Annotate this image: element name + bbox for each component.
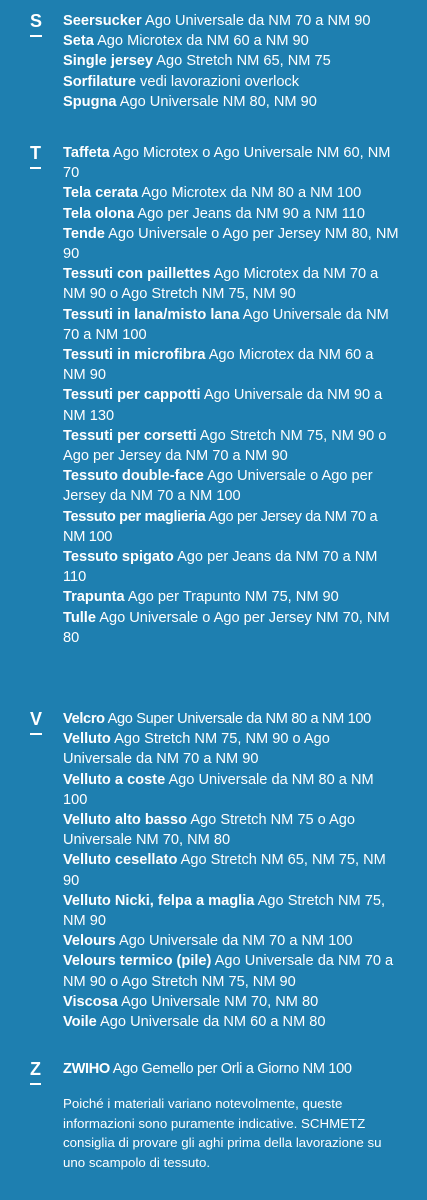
entry [63, 143, 399, 183]
entry-text: Ago Microtex da NM 80 a NM 100 [138, 185, 362, 202]
entry [63, 1059, 399, 1079]
entry-text: Ago Stretch NM 75, NM 90 o Ago per Jersey da NM 70 a NM 90 [63, 427, 387, 465]
entry-text: Ago Universale da NM 60 a NM 80 [96, 1014, 326, 1031]
entry-text: Ago Universale o Ago per Jersey da NM 70 a NM 100 [63, 468, 373, 505]
entry [63, 11, 399, 31]
entry-term: Tela olona [63, 205, 135, 222]
section-letter-z: Z [30, 1059, 41, 1079]
entry-text: Ago per Jersey da NM 70 a NM 100 [63, 508, 378, 545]
entry-term: Tessuto double-face [63, 468, 204, 485]
entry-text: vedi lavorazioni overlock [135, 73, 300, 90]
entry-text: Ago Universale da NM 70 a NM 100 [115, 933, 353, 950]
section-letter-s: S [30, 11, 43, 31]
entry-text: Ago per Jeans da NM 70 a NM 110 [63, 549, 378, 586]
entry-text: Ago per Trapunto NM 75, NM 90 [124, 589, 339, 606]
entry-term: Tela cerata [63, 185, 139, 202]
entry [63, 204, 399, 224]
entry-term: Seta [63, 33, 94, 50]
entry-term: Tessuto spigato [63, 549, 174, 566]
entry-term: Spugna [63, 93, 117, 110]
entry [63, 426, 399, 466]
entry [63, 587, 399, 607]
disclaimer-note: Poiché i materiali variano notevolmente, queste informazioni sono puramente indicative. SCHMETZ consiglia di provare gli aghi prima della lavorazione su uno scampolo di tessuto. [63, 1096, 382, 1170]
entry [63, 729, 399, 769]
section-t-entries [63, 143, 399, 648]
entry-text: Ago Universale da NM 70 a NM 90 [141, 13, 371, 29]
entry [63, 345, 399, 385]
entry-term: Viscosa [63, 993, 118, 1010]
section-v-entries [63, 709, 399, 1032]
entry-text: Ago Microtex o Ago Universale NM 60, NM 70 [63, 145, 391, 182]
entry-term: Tessuto per maglieria [63, 508, 206, 525]
entry [63, 770, 399, 810]
entry-term: Seersucker [63, 13, 142, 29]
entry-text: Ago Stretch NM 65, NM 75 [153, 53, 331, 70]
entry [63, 951, 399, 991]
section-s-entries [63, 11, 399, 112]
entry-text: Ago per Jeans da NM 90 a NM 110 [134, 205, 366, 222]
entry-term: Velluto Nicki, felpa a maglia [63, 892, 255, 909]
entry [63, 810, 399, 850]
entry-term: Tulle [63, 609, 96, 626]
entry [63, 224, 399, 264]
entry [63, 31, 399, 51]
entry [63, 264, 399, 304]
entry-term: ZWIHO [63, 1061, 110, 1077]
entry-text: Ago Universale da NM 90 a NM 130 [63, 387, 383, 424]
entry-term: Tende [63, 225, 105, 242]
entry-text: Ago Stretch NM 75 o Ago Universale NM 70, NM 80 [63, 812, 356, 849]
entry-term: Taffeta [63, 145, 110, 161]
entry [63, 891, 399, 931]
entry-text: Ago Universale da NM 80 a NM 100 [63, 771, 374, 808]
entry-term: Tessuti per cappotti [63, 387, 201, 404]
entry [63, 305, 399, 345]
entry [63, 992, 399, 1012]
entry [63, 547, 399, 587]
entry-term: Velluto cesellato [63, 852, 178, 869]
entry-text: Ago Universale o Ago per Jersey NM 70, NM 80 [63, 609, 390, 646]
entry [63, 1012, 399, 1032]
entry-text: Ago Stretch NM 75, NM 90 o Ago Universale da NM 70 a NM 90 [63, 731, 330, 768]
entry [63, 507, 399, 547]
entry-term: Velours [63, 933, 116, 950]
section-letter-t: T [30, 143, 41, 163]
entry-text: Ago Universale NM 70, NM 80 [117, 993, 319, 1010]
entry [63, 709, 399, 729]
entry-text: Ago Microtex da NM 60 a NM 90 [63, 347, 374, 384]
entry-term: Single jersey [63, 53, 154, 70]
entry-text: Ago Stretch NM 65, NM 75, NM 90 [63, 852, 386, 889]
entry-term: Velluto alto basso [63, 812, 188, 829]
entry [63, 850, 399, 890]
entry-term: Velluto [63, 731, 111, 748]
entry [63, 92, 399, 112]
entry-term: Trapunta [63, 589, 125, 606]
entry-text: Ago Universale o Ago per Jersey NM 80, NM 90 [63, 225, 399, 263]
entry-text: Ago Universale NM 80, NM 90 [116, 93, 317, 110]
entry [63, 385, 399, 425]
entry-text: Ago Super Universale da NM 80 a NM 100 [104, 711, 371, 727]
entry-text: Ago Microtex da NM 60 a NM 90 [93, 33, 309, 50]
entry [63, 72, 399, 92]
entry-term: Tessuti per corsetti [63, 427, 197, 444]
entry-term: Velluto a coste [63, 771, 166, 788]
entry-term: Tessuti in lana/misto lana [63, 306, 240, 323]
entry-term: Velours termico (pile) [63, 953, 212, 970]
entry-text: Ago Gemello per Orli a Giorno NM 100 [109, 1061, 352, 1077]
entry [63, 183, 399, 203]
entry [63, 931, 399, 951]
entry-term: Voile [63, 1014, 97, 1031]
entry-text: Ago Stretch NM 75, NM 90 [63, 892, 386, 930]
entry-term: Velcro [63, 711, 105, 727]
entry-text: Ago Microtex da NM 70 a NM 90 o Ago Stretch NM 75, NM 90 [63, 266, 379, 303]
section-letter-v: V [30, 709, 43, 729]
section-z-entries [63, 1059, 399, 1079]
entry [63, 608, 399, 648]
entry [63, 51, 399, 71]
entry-term: Tessuti in microfibra [63, 347, 206, 364]
entry-term: Sorfilature [63, 73, 136, 90]
entry-term: Tessuti con paillettes [63, 266, 211, 283]
entry [63, 466, 399, 506]
entry-text: Ago Universale da NM 70 a NM 100 [63, 306, 389, 343]
entry-text: Ago Universale da NM 70 a NM 90 o Ago Stretch NM 75, NM 90 [63, 953, 394, 990]
